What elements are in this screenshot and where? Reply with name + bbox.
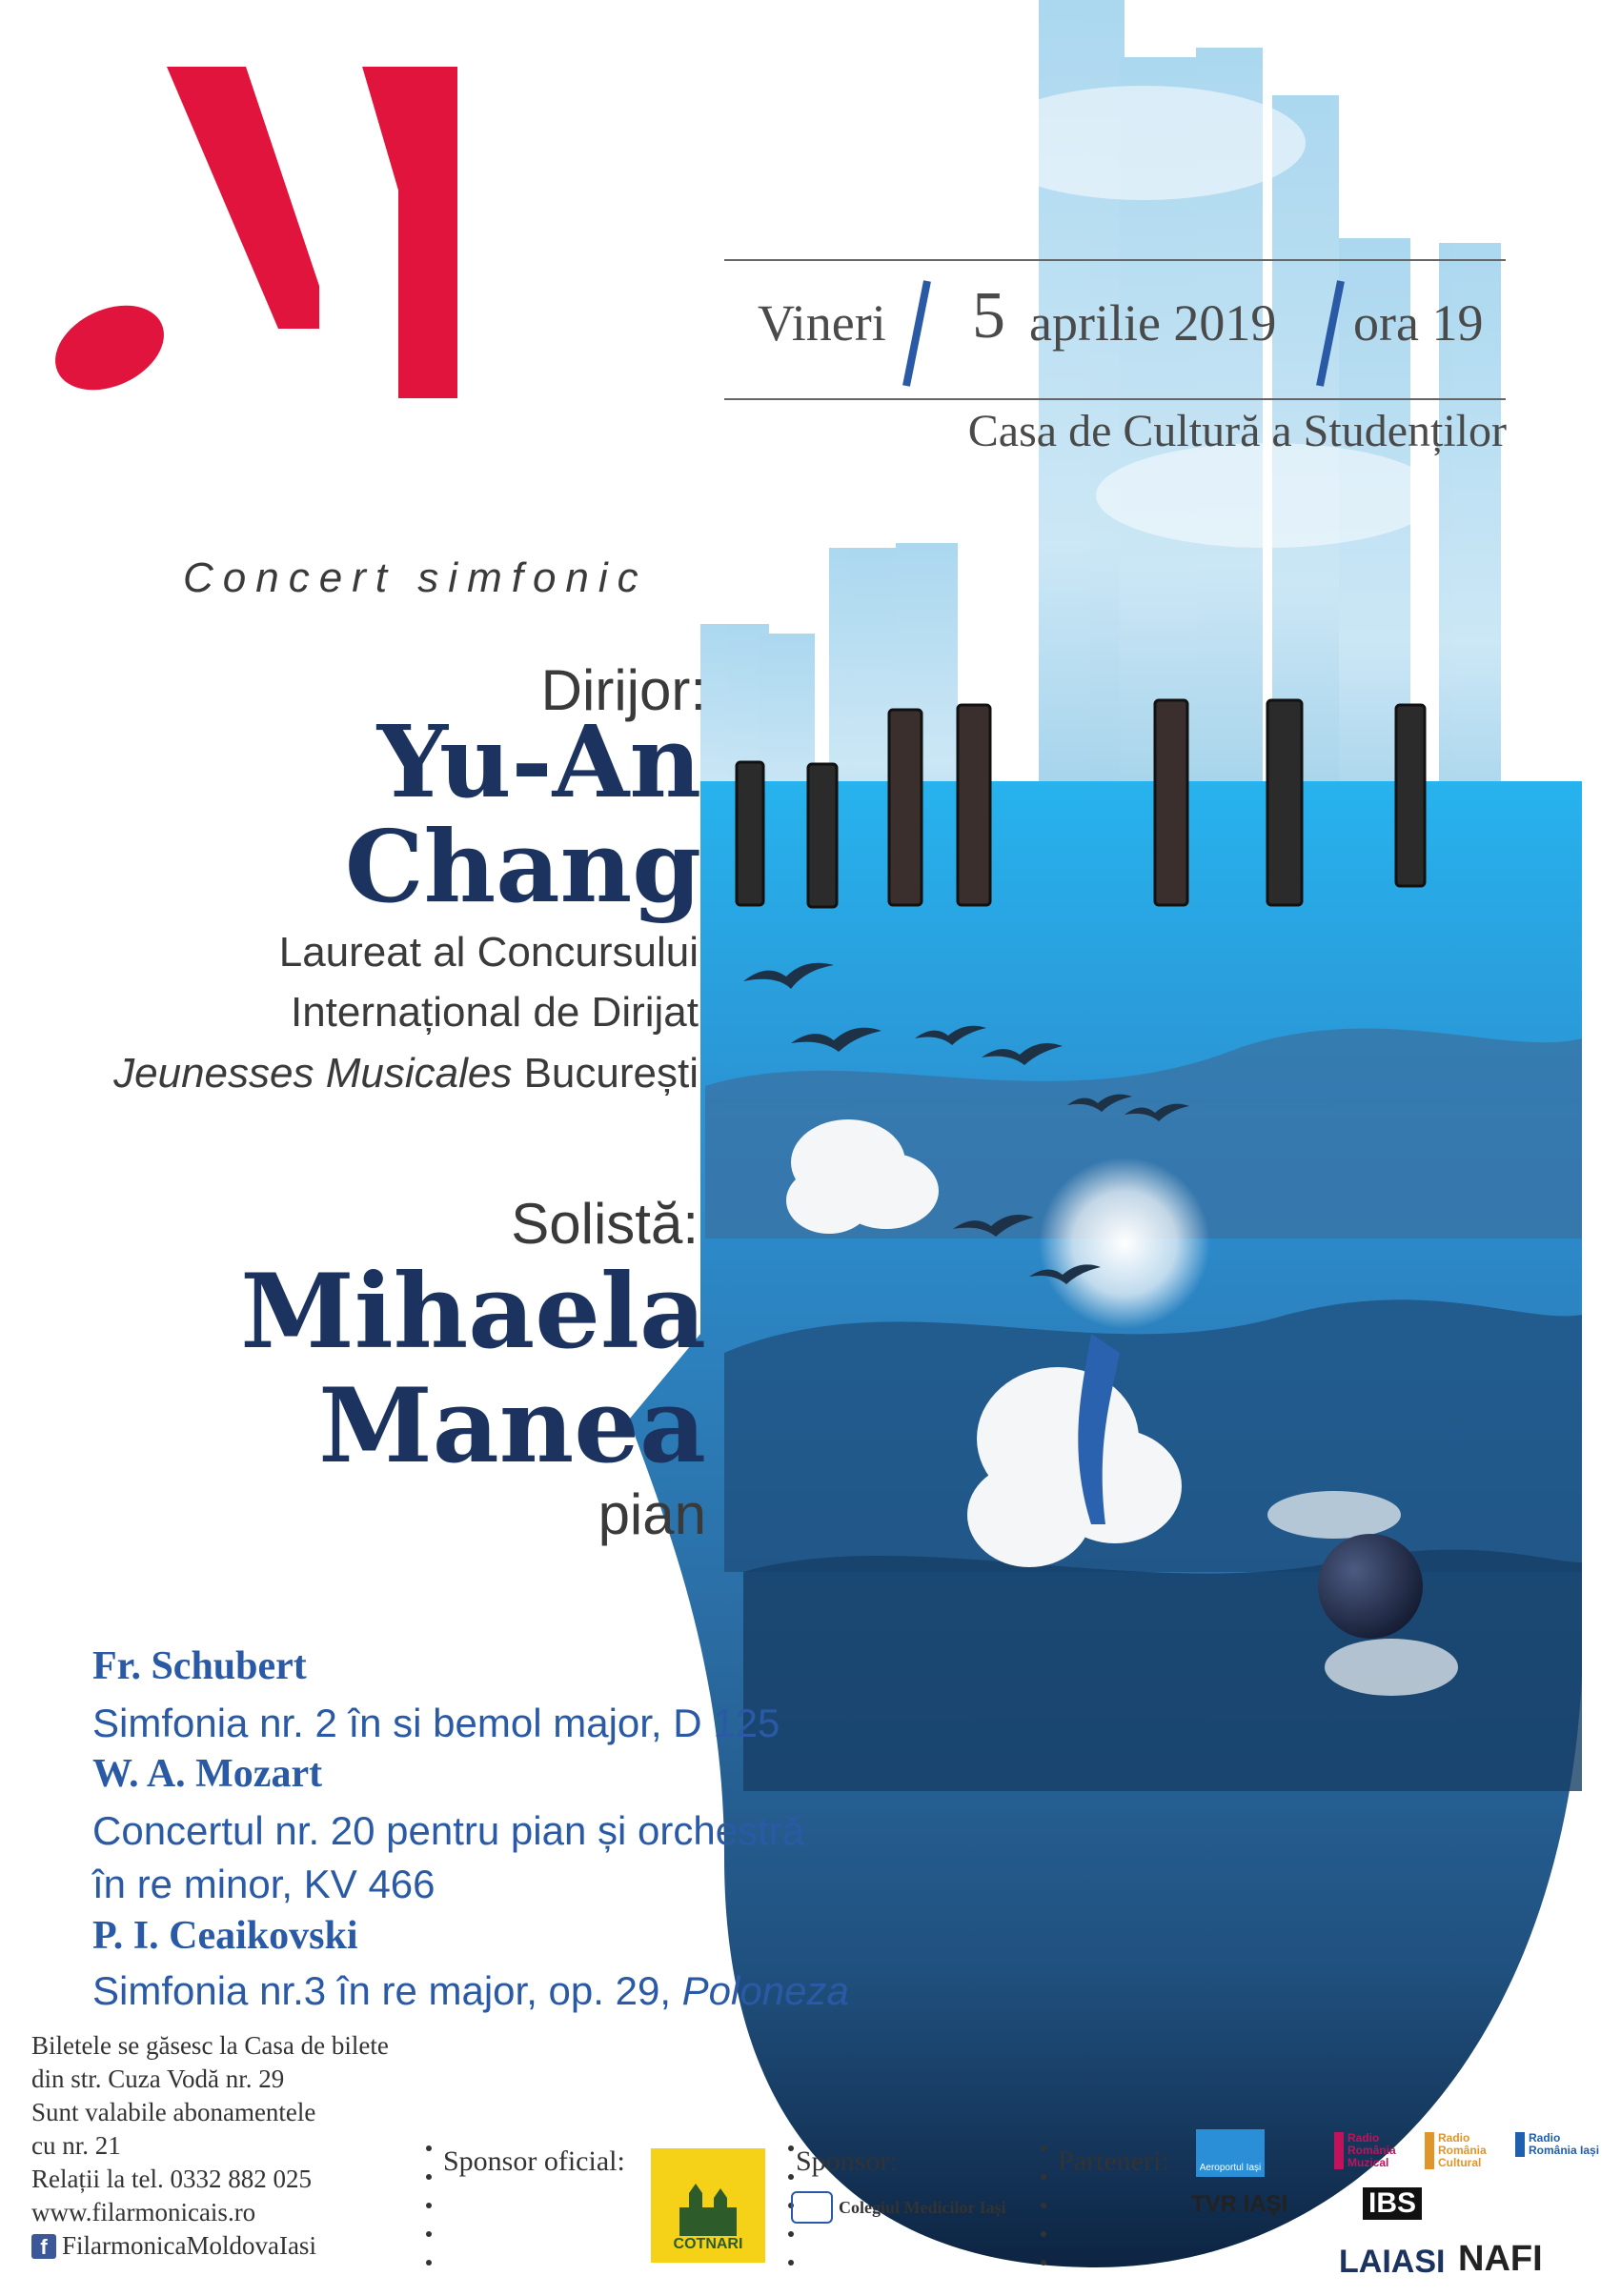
program-work-2-line2: în re minor, KV 466 (92, 1862, 436, 1906)
partner-radio-muzical: Radio România Muzical (1334, 2132, 1424, 2169)
concert-date-month-year: aprilie 2019 (1029, 294, 1277, 352)
soloist-last-name: Manea (318, 1366, 706, 1486)
partner-aeroport: Aeroportul Iași (1196, 2129, 1265, 2177)
program-composer-2: W. A. Mozart (92, 1752, 323, 1796)
partner-radio-cultural: Radio România Cultural (1425, 2132, 1514, 2169)
concert-day: Vineri (758, 294, 886, 352)
partner-ibs: IBS (1363, 2187, 1422, 2220)
conductor-desc-line3 (113, 1050, 699, 1098)
concert-time: ora 19 (1353, 294, 1484, 352)
partner-radio-iasi: Radio România Iași (1515, 2132, 1605, 2157)
tickets-line: Sunt valabile abonamentele (31, 2098, 316, 2126)
conductor-role: Dirijor: (540, 658, 706, 722)
colegiul-medicilor-icon (791, 2191, 833, 2224)
partner-tvr-iasi: TVR IAȘI (1191, 2191, 1288, 2217)
competition-city: București (523, 1050, 699, 1097)
sponsor-official-label: Sponsor oficial: (443, 2145, 625, 2177)
concert-venue: Casa de Cultură a Studenților (967, 406, 1507, 456)
competition-name: Jeunesses Musicales (113, 1050, 513, 1097)
program-composer-1: Fr. Schubert (92, 1644, 307, 1688)
tickets-line: din str. Cuza Vodă nr. 29 (31, 2064, 285, 2093)
tickets-info (31, 2029, 389, 2263)
partners-label: Parteneri: (1058, 2145, 1169, 2177)
sponsor-colegiul (791, 2191, 1006, 2224)
concert-type: Concert simfonic (183, 554, 648, 601)
facebook-link[interactable] (31, 2229, 389, 2263)
program-composer-3: P. I. Ceaikovski (92, 1914, 358, 1958)
colegiul-medicilor-name: Colegiul Medicilor Iași (839, 2197, 1006, 2217)
concert-date-number: 5 (972, 279, 1005, 352)
conductor-desc-line2: Internațional de Dirijat (290, 989, 699, 1036)
conductor-first-name: Yu-An (376, 703, 701, 820)
program-work-1: Simfonia nr. 2 în si bemol major, D 125 (92, 1701, 780, 1745)
facebook-handle: FilarmonicaMoldovaIasi (62, 2231, 316, 2260)
program-work-3-title: Simfonia nr.3 în re major, op. 29, (92, 1968, 671, 2013)
cotnari-castle-icon (675, 2184, 741, 2236)
soloist-instrument: pian (598, 1482, 706, 1546)
conductor-last-name: Chang (344, 808, 701, 925)
website-link[interactable]: www.filarmonicais.ro (31, 2198, 256, 2226)
program-work-2-line1: Concertul nr. 20 pentru pian și orchestră (92, 1808, 805, 1853)
facebook-icon: f (31, 2234, 56, 2259)
soloist-role: Solistă: (511, 1192, 699, 1256)
sponsor-label: Sponsor: (796, 2145, 898, 2177)
header-rule-top (724, 259, 1506, 261)
program-work-3 (92, 1968, 849, 2014)
tickets-line: Relații la tel. 0332 882 025 (31, 2165, 312, 2193)
tickets-line: cu nr. 21 (31, 2131, 121, 2160)
filarmonica-logo (42, 67, 457, 407)
partner-laiasi: LAIASI (1339, 2244, 1446, 2280)
header-rule-bottom (724, 398, 1506, 400)
cotnari-wordmark: COTNARI (673, 2236, 743, 2252)
conductor-desc-line1: Laureat al Concursului (278, 929, 699, 976)
cotnari-logo (651, 2148, 765, 2263)
soloist-first-name: Mihaela (240, 1252, 706, 1372)
partner-nafi: NAFI (1458, 2239, 1543, 2279)
program-work-3-nickname: Poloneza (681, 1968, 849, 2013)
tickets-line: Biletele se găsesc la Casa de bilete (31, 2031, 389, 2060)
